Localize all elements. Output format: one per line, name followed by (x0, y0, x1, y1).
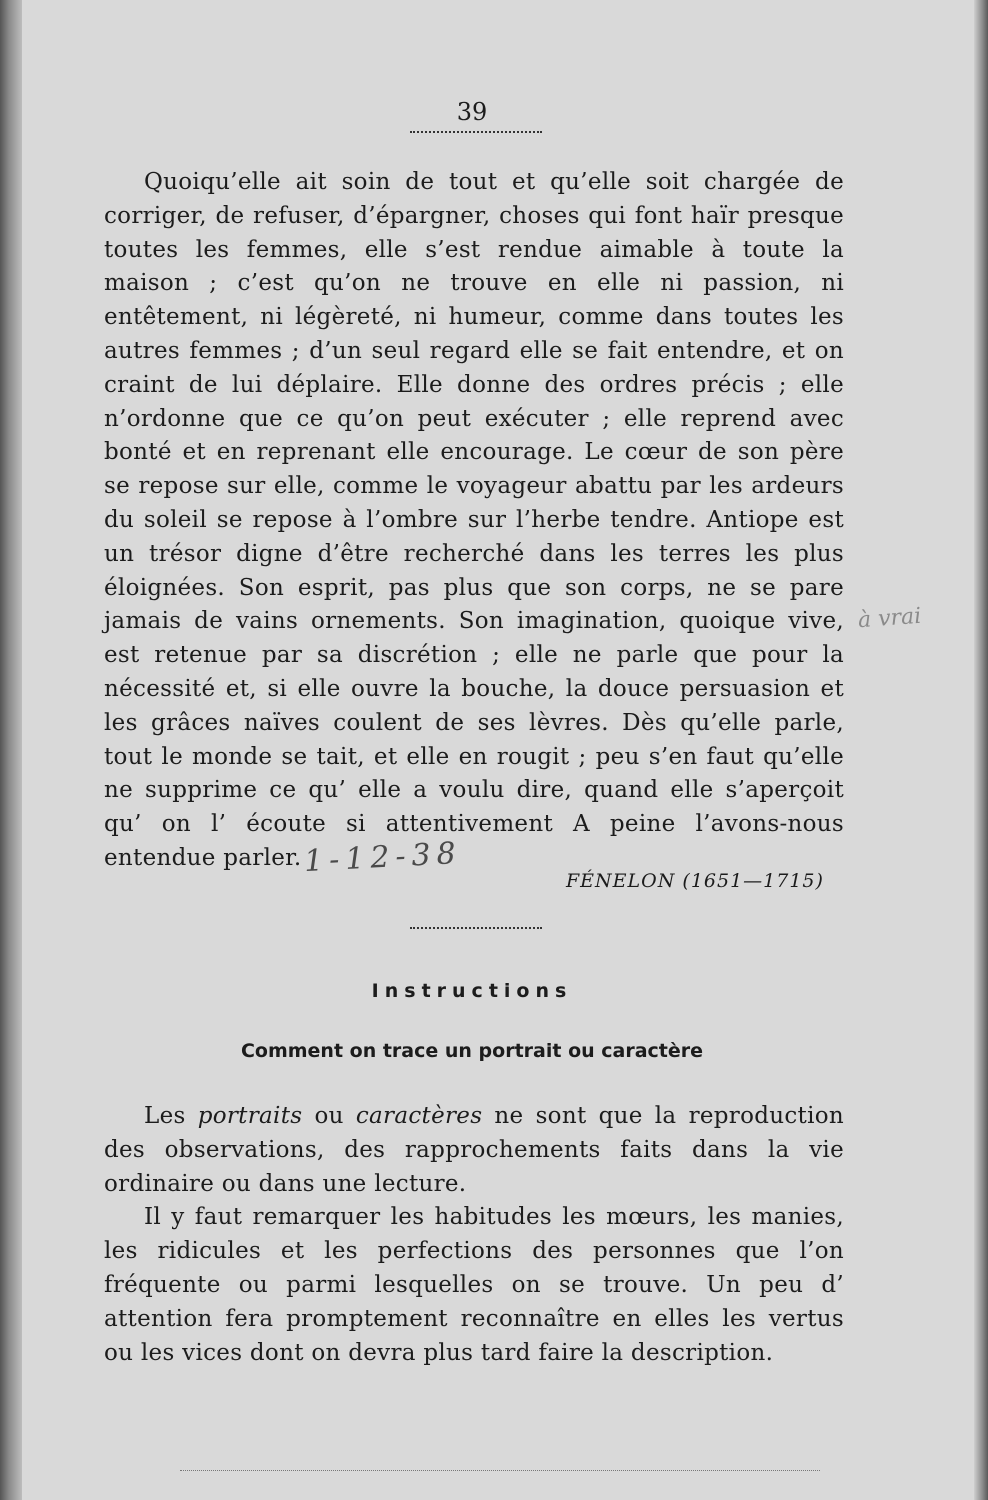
paragraph-1-end: ne sont que la reproduction des observations, des rapprochements faits dans la vie ordinaire ou dans une lecture. (104, 1103, 845, 1197)
dotted-rule-middle (410, 927, 542, 929)
paragraph-1-mid: ou (302, 1103, 356, 1129)
instructions-text (104, 1100, 844, 1370)
handwritten-margin-note: à vrai (857, 603, 923, 634)
handwritten-date: 1-12-38 (303, 835, 463, 880)
excerpt-paragraph: Quoiqu’elle ait soin de tout et qu’elle soit chargée de corriger, de refuser, d’épargner, choses qui font haïr presque toutes les femmes, elle s’est rendue aimable à toute la maison ; c’est qu’on ne trouve en elle ni passion, ni entêtement, ni légèreté, ni humeur, comme dans toutes les autres femmes ; d’un seul regard elle se fait entendre, et on craint de lui déplaire. Elle donne des ordres précis ; elle n’ordonne que ce qu’on peut exécuter ; elle reprend avec bonté et en reprenant elle encourage. Le cœur de son père se repose sur elle, comme le voyageur abattu par les ardeurs du soleil se repose à l’ombre sur l’herbe tendre. Antiope est un trésor digne d’être recherché dans les terres les plus éloignées. Son esprit, pas plus que son corps, ne se pare jamais de vains ornements. Son imagination, quoique vive, est retenue par sa discrétion ; elle ne parle que pour la nécessité et, si elle ouvre la bouche, la douce persuasion et les grâces naïves coulent de ses lèvres. Dès qu’elle parle, tout le monde se tait, et elle en rougit ; peu s’en faut qu’elle ne supprime ce qu’ elle a voulu dire, quand elle s’aperçoit qu’ on l’ écoute si attentivement A peine l’avons-nous entendue parler. (104, 169, 844, 871)
page-binding-shadow (0, 0, 22, 1500)
dotted-rule-bottom (180, 1470, 820, 1471)
paragraph-1-start: Les (144, 1103, 198, 1129)
instructions-paragraph-1 (104, 1100, 844, 1201)
section-heading: Instructions (371, 980, 573, 1002)
instructions-paragraph-2: Il y faut remarquer les habitudes les mœurs, les manies, les ridicules et les perfections des personnes que l’on fréquente ou parmi lesquelles on se trouve. Un peu d’ attention fera promptement reconnaître en elles les vertus ou les vices dont on devra plus tard faire la description. (104, 1204, 844, 1366)
page-number: 39 (456, 98, 488, 126)
page-edge-shadow (974, 0, 988, 1500)
author-signature: FÉNELON (1651—1715) (566, 870, 824, 892)
term-caracteres: caractères (355, 1103, 483, 1129)
term-portraits: portraits (197, 1103, 303, 1129)
section-subheading: Comment on trace un portrait ou caractère (240, 1040, 704, 1062)
fenelon-excerpt (104, 166, 844, 876)
dotted-rule-top (410, 131, 542, 133)
